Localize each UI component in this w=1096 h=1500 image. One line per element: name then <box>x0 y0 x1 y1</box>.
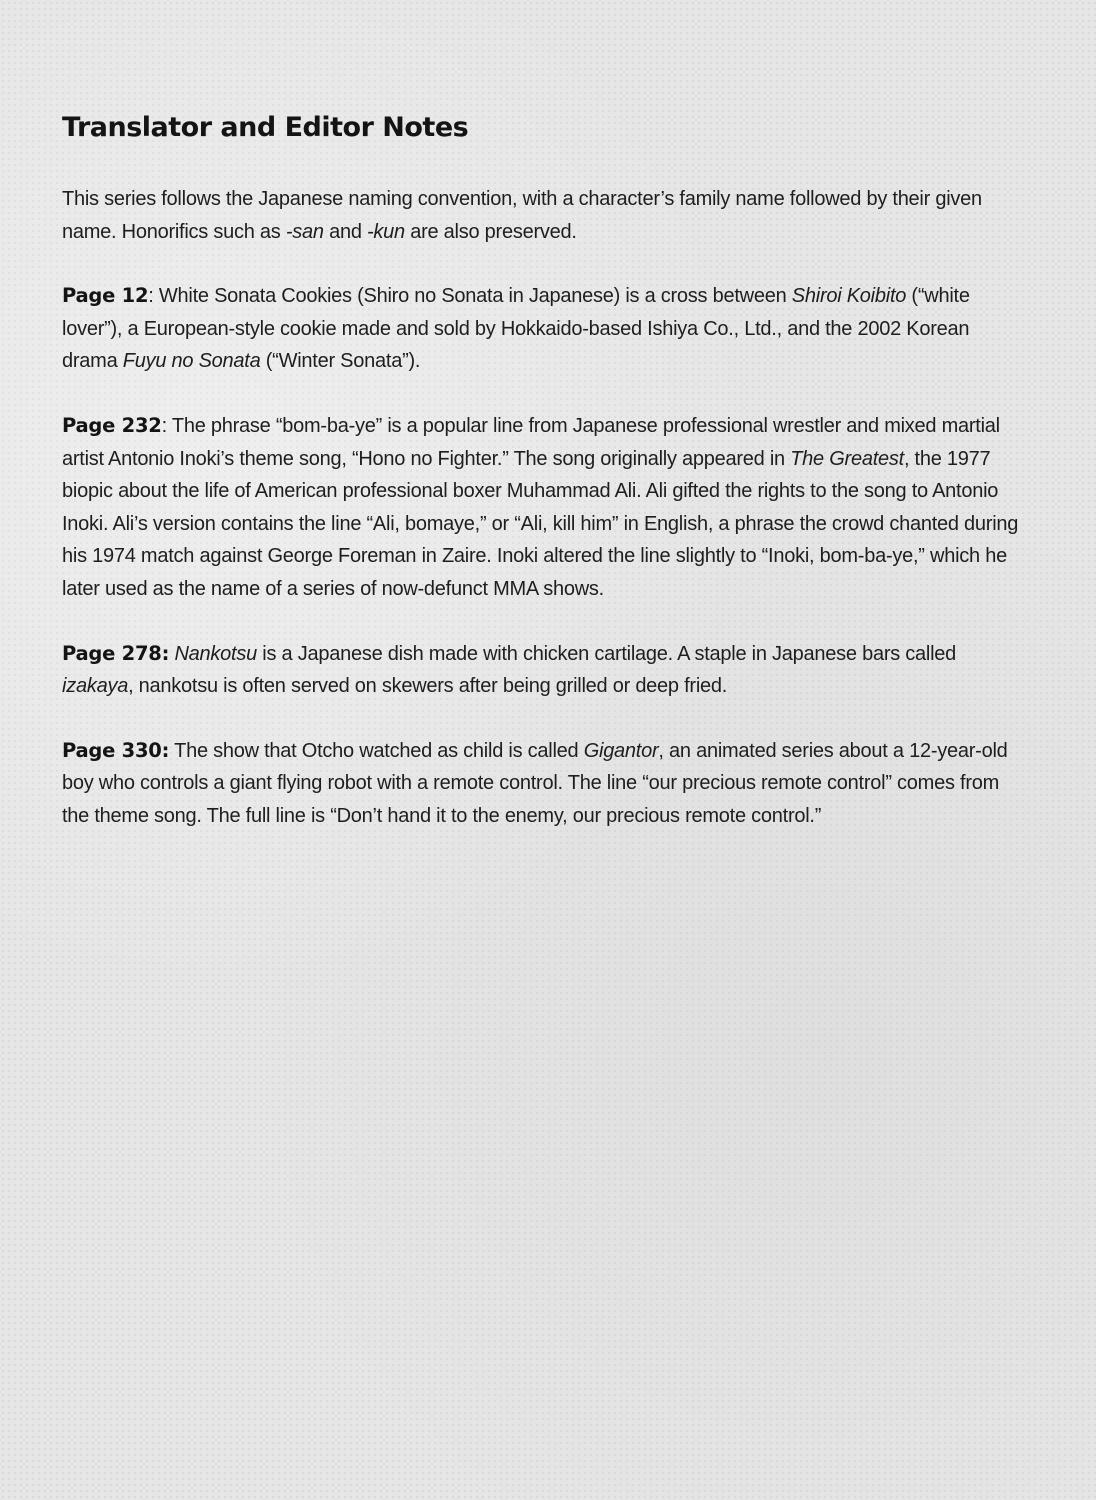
note-italic: Nankotsu <box>174 642 257 665</box>
intro-text: This series follows the Japanese naming convention, with a character’s family name followed by their given name. Honorifics such as <box>62 188 982 243</box>
note-text: (“white lover”), a European-style cookie made and sold by Hokkaido-based Ishiya Co., Ltd., and the 2002 Korean drama <box>62 285 970 373</box>
intro-paragraph <box>62 183 1022 248</box>
intro-honorific-kun: -kun <box>367 220 405 243</box>
notes-page <box>62 112 1022 865</box>
note-label: Page 12 <box>62 284 149 308</box>
note-text: , nankotsu is often served on skewers after being grilled or deep fried. <box>128 675 728 698</box>
note-label: Page 330: <box>62 738 170 762</box>
note-text: , the 1977 biopic about the life of American professional boxer Muhammad Ali. Ali gifted the rights to the song to Antonio Inoki. Ali’s version contains the line “Ali, bomaye,” or “Ali, kill him” in English, a phrase the crowd chanted during his 1974 match against George Foreman in Zaire. Inoki altered the line slightly to “Inoki, bom-ba-ye,” which he later used as the name of a series of now-defunct MMA shows. <box>62 447 1019 600</box>
note-label: Page 278: <box>62 641 170 665</box>
note-italic: Shiroi Koibito <box>791 285 907 308</box>
note-text: The phrase “bom-ba-ye” is a popular line from Japanese professional wrestler and mixed martial artist Antonio Inoki’s theme song, “Hono no Fighter.” The song originally appeared in <box>62 414 1000 470</box>
note-italic: Fuyu no Sonata <box>122 350 261 373</box>
note-italic: Gigantor <box>583 739 659 762</box>
note-page-232 <box>62 410 1022 606</box>
note-page-330 <box>62 735 1022 833</box>
note-page-12 <box>62 280 1022 378</box>
note-label: Page 232 <box>62 413 162 437</box>
note-italic: izakaya <box>62 675 129 698</box>
note-italic: The Greatest <box>790 447 904 470</box>
intro-honorific-san: -san <box>285 220 324 243</box>
note-text: (“Winter Sonata”). <box>260 350 421 373</box>
note-text: The show that Otcho watched as child is called <box>174 739 584 762</box>
note-text: is a Japanese dish made with chicken cartilage. A staple in Japanese bars called <box>256 642 957 665</box>
page-title: Translator and Editor Notes <box>62 112 469 143</box>
note-page-278 <box>62 638 1022 703</box>
intro-text: and <box>323 220 367 243</box>
note-text: , an animated series about a 12-year-old boy who controls a giant flying robot with a remote control. The line “our precious remote control” comes from the theme song. The full line is “Don’t hand it to the enemy, our precious remote control.” <box>62 739 1008 827</box>
note-separator: : <box>161 414 167 437</box>
intro-text: are also preserved. <box>404 220 577 243</box>
note-separator: : <box>148 285 154 308</box>
note-text: White Sonata Cookies (Shiro no Sonata in Japanese) is a cross between <box>153 285 792 308</box>
